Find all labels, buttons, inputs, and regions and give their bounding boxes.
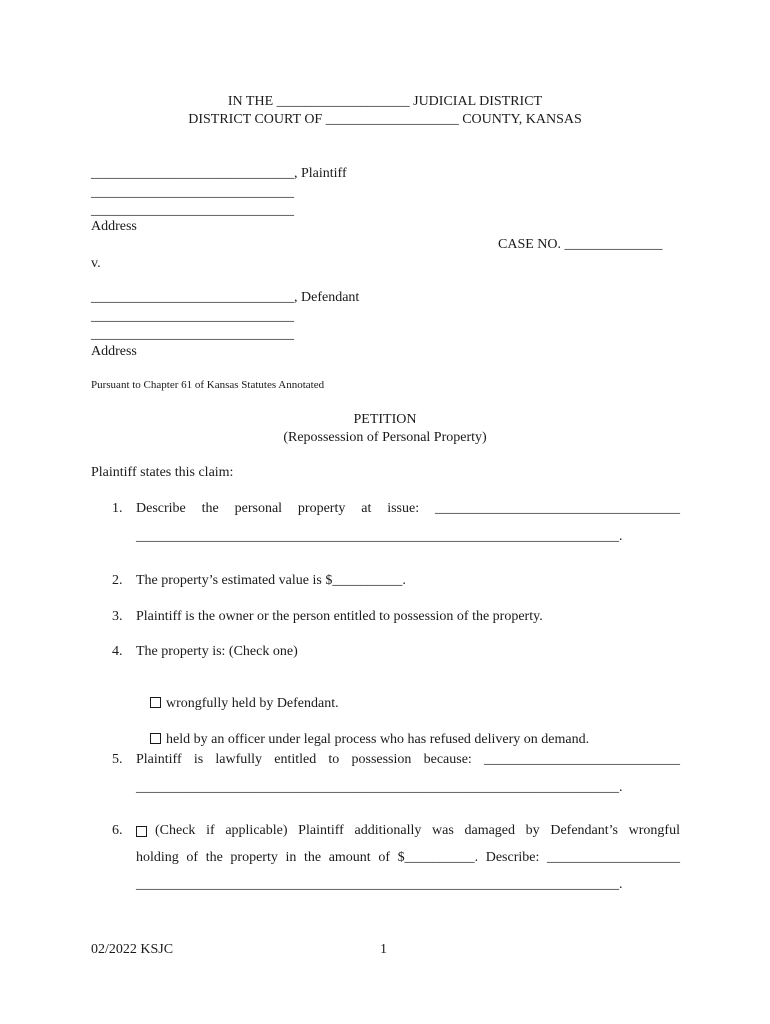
title-sub: (Repossession of Personal Property) xyxy=(283,430,487,445)
damages-description-continued[interactable]: _____________________________________________________________________. xyxy=(136,877,623,892)
plaintiff-address-line-2[interactable]: _____________________________ xyxy=(91,203,294,218)
defendant-address-line-1[interactable]: _____________________________ xyxy=(91,309,294,324)
defendant-address-label: Address xyxy=(91,344,137,359)
property-description-field[interactable]: Describe the personal property at issue: ___________________________________ xyxy=(136,501,680,516)
plaintiff-address-line-1[interactable]: _____________________________ xyxy=(91,185,294,200)
damages-statement: (Check if applicable) Plaintiff additionally was damaged by Defendant’s wrongful xyxy=(155,823,680,838)
title-main: PETITION xyxy=(353,412,417,427)
form-code: 02/2022 KSJC xyxy=(91,942,174,957)
intro-text: Plaintiff states this claim: xyxy=(91,465,234,480)
property-status-prompt: The property is: (Check one) xyxy=(136,644,298,659)
caption-line-1: IN THE ___________________ JUDICIAL DISTRICT xyxy=(227,94,543,109)
plaintiff-address-label: Address xyxy=(91,219,137,234)
versus-label: v. xyxy=(91,256,101,271)
item-number: 2. xyxy=(112,573,123,588)
item-number: 6. xyxy=(112,823,123,838)
defendant-address-line-2[interactable]: _____________________________ xyxy=(91,327,294,342)
plaintiff-name-line[interactable]: _____________________________, Plaintiff xyxy=(91,166,347,181)
page-number: 1 xyxy=(380,942,387,957)
caption-line-2: DISTRICT COURT OF ___________________ COUNTY, KANSAS xyxy=(188,112,582,127)
entitlement-reason-field[interactable]: Plaintiff is lawfully entitled to possession because: ____________________________ xyxy=(136,752,680,767)
option-label: held by an officer under legal process who has refused delivery on demand. xyxy=(166,732,590,747)
ownership-statement: Plaintiff is the owner or the person entitled to possession of the property. xyxy=(136,609,543,624)
item-number: 4. xyxy=(112,644,123,659)
item-number: 1. xyxy=(112,501,123,516)
estimated-value-field[interactable]: The property’s estimated value is $__________. xyxy=(136,573,406,588)
item-number: 5. xyxy=(112,752,123,767)
statute-note: Pursuant to Chapter 61 of Kansas Statutes Annotated xyxy=(91,379,325,391)
entitlement-reason-continued[interactable]: _____________________________________________________________________. xyxy=(136,780,623,795)
checkbox-damages[interactable] xyxy=(136,826,147,837)
property-description-continued[interactable]: _____________________________________________________________________. xyxy=(136,529,623,544)
checkbox-wrongfully-held[interactable] xyxy=(150,697,161,708)
checkbox-held-by-officer[interactable] xyxy=(150,733,161,744)
defendant-name-line[interactable]: _____________________________, Defendant xyxy=(91,290,360,305)
option-label: wrongfully held by Defendant. xyxy=(166,696,339,711)
item-number: 3. xyxy=(112,609,123,624)
damages-amount-field[interactable]: holding of the property in the amount of $__________. Describe: ___________________ xyxy=(136,850,680,865)
case-number-field[interactable]: CASE NO. ______________ xyxy=(498,237,663,252)
